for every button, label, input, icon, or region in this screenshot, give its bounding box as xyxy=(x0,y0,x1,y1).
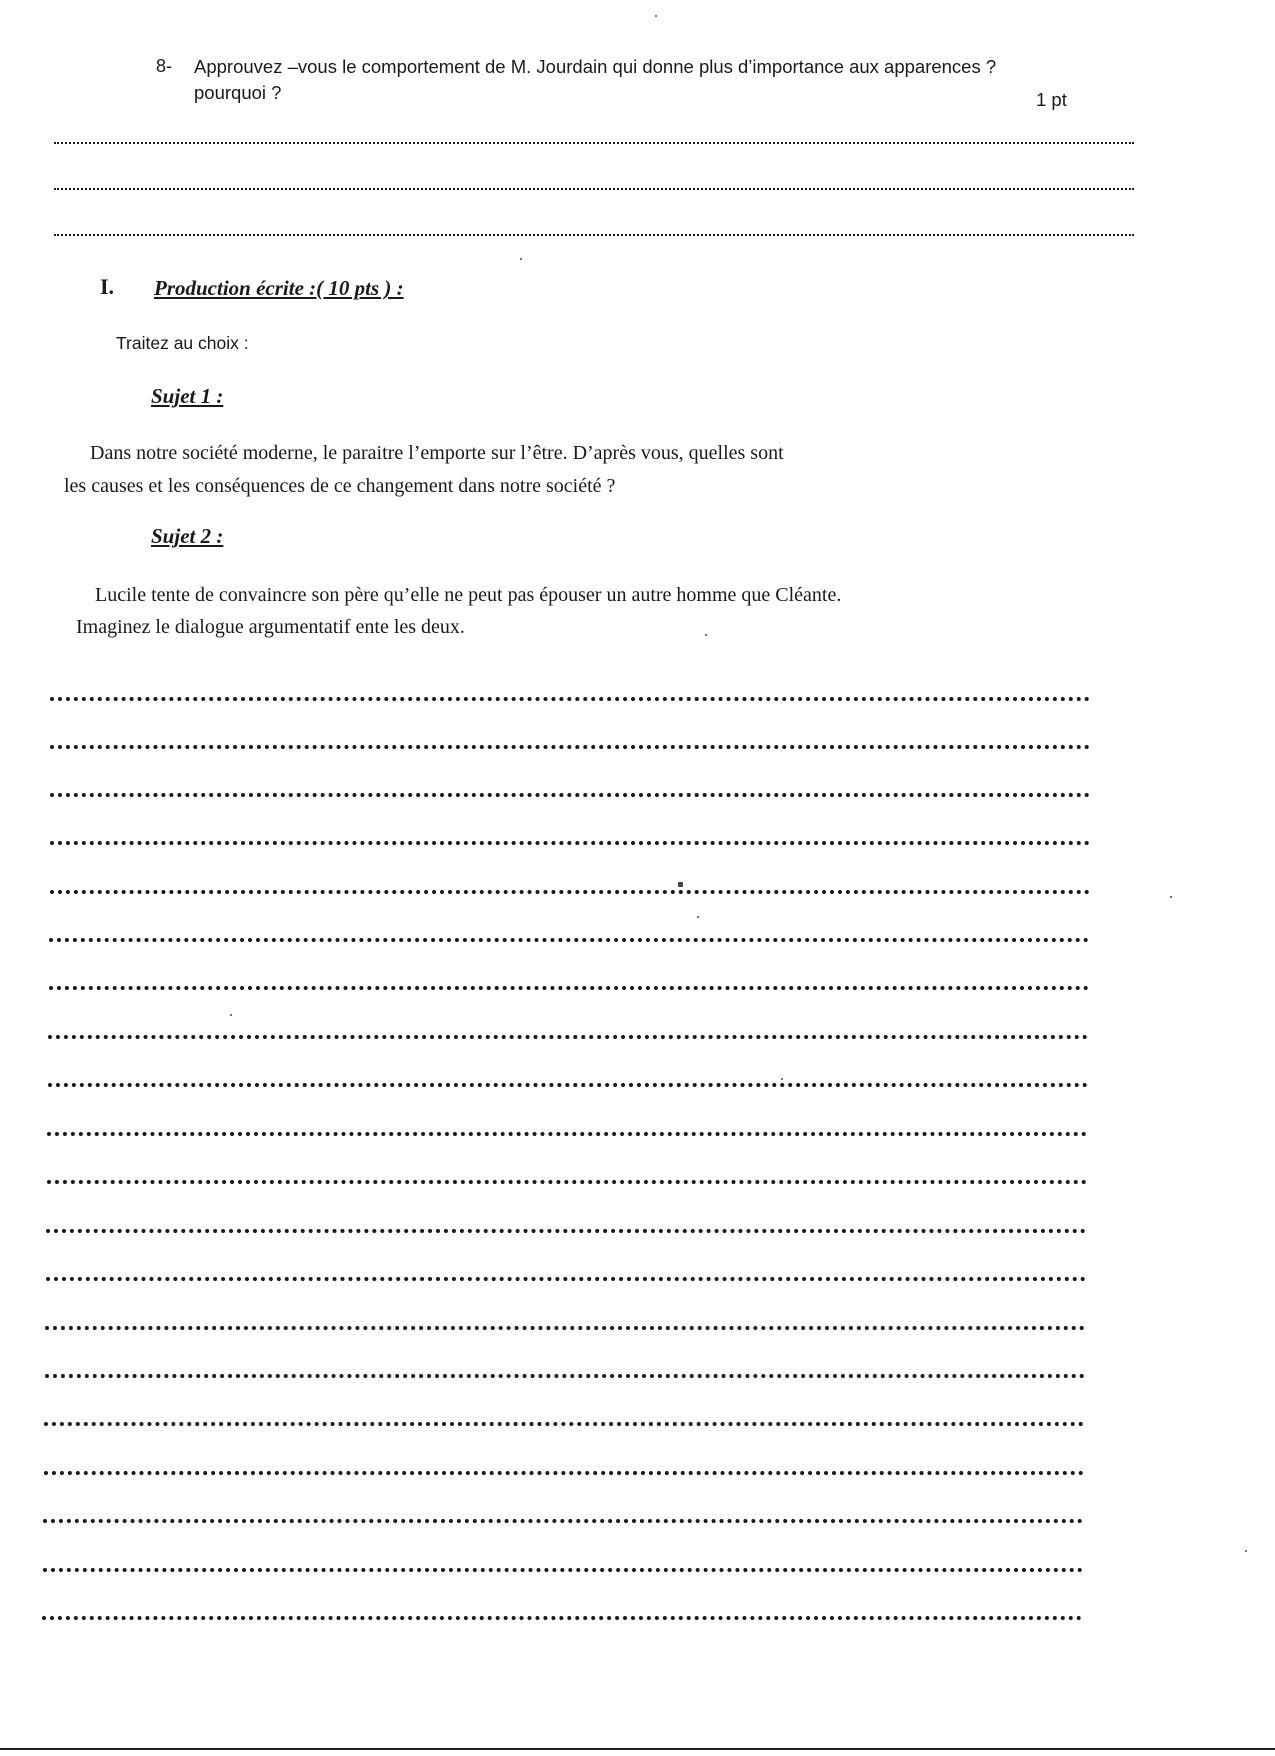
writing-line[interactable] xyxy=(50,745,1090,749)
writing-line[interactable] xyxy=(46,1229,1086,1233)
page-bottom-rule xyxy=(0,1748,1275,1750)
writing-line[interactable] xyxy=(42,1616,1082,1620)
sujet1-text-line2: les causes et les conséquences de ce changement dans notre société ? xyxy=(64,475,616,497)
question-points: 1 pt xyxy=(1036,89,1067,110)
scan-speck xyxy=(1170,896,1172,898)
answer-line[interactable] xyxy=(54,234,1134,236)
writing-line[interactable] xyxy=(50,890,1090,894)
scan-speck xyxy=(1245,1550,1247,1552)
sujet2-text-line1: Lucile tente de convaincre son père qu’elle ne peut pas épouser un autre homme que Cléante. xyxy=(95,584,842,606)
scan-speck xyxy=(697,916,699,918)
writing-line[interactable] xyxy=(47,1180,1087,1184)
writing-line[interactable] xyxy=(50,793,1090,797)
scan-speck xyxy=(520,258,522,260)
writing-line[interactable] xyxy=(46,1277,1086,1281)
writing-line[interactable] xyxy=(45,1326,1085,1330)
sujet2-title: Sujet 2 : xyxy=(151,524,224,548)
sujet2-text-line2: Imaginez le dialogue argumentatif ente les deux. xyxy=(76,616,465,638)
writing-line[interactable] xyxy=(50,697,1090,701)
writing-line[interactable] xyxy=(48,1083,1088,1087)
answer-line[interactable] xyxy=(54,142,1134,144)
answer-line[interactable] xyxy=(54,188,1134,190)
writing-line[interactable] xyxy=(45,1374,1085,1378)
question-text-line1: Approuvez –vous le comportement de M. Jourdain qui donne plus d’importance aux apparences ? xyxy=(194,56,997,77)
question-text-line2: pourquoi ? xyxy=(194,82,282,103)
writing-line[interactable] xyxy=(44,1471,1084,1475)
section-title: Production écrite :( 10 pts ) : xyxy=(154,276,404,300)
writing-line[interactable] xyxy=(50,841,1090,845)
writing-line[interactable] xyxy=(48,1035,1088,1039)
writing-line[interactable] xyxy=(44,1422,1084,1426)
scan-speck xyxy=(678,882,683,887)
sujet1-title: Sujet 1 : xyxy=(151,384,224,408)
scan-speck xyxy=(781,1078,783,1080)
scan-speck xyxy=(655,15,657,17)
question-number: 8- xyxy=(156,56,173,76)
writing-line[interactable] xyxy=(43,1519,1083,1523)
scan-speck xyxy=(705,634,707,636)
choice-instruction: Traitez au choix : xyxy=(116,333,249,353)
writing-line[interactable] xyxy=(47,1132,1087,1136)
writing-line[interactable] xyxy=(43,1568,1083,1572)
writing-line[interactable] xyxy=(49,938,1089,942)
sujet1-text-line1: Dans notre société moderne, le paraitre l’emporte sur l’être. D’après vous, quelles sont xyxy=(90,442,784,464)
writing-line[interactable] xyxy=(49,986,1089,990)
scan-speck xyxy=(230,1014,232,1016)
section-numeral: I. xyxy=(100,274,115,299)
